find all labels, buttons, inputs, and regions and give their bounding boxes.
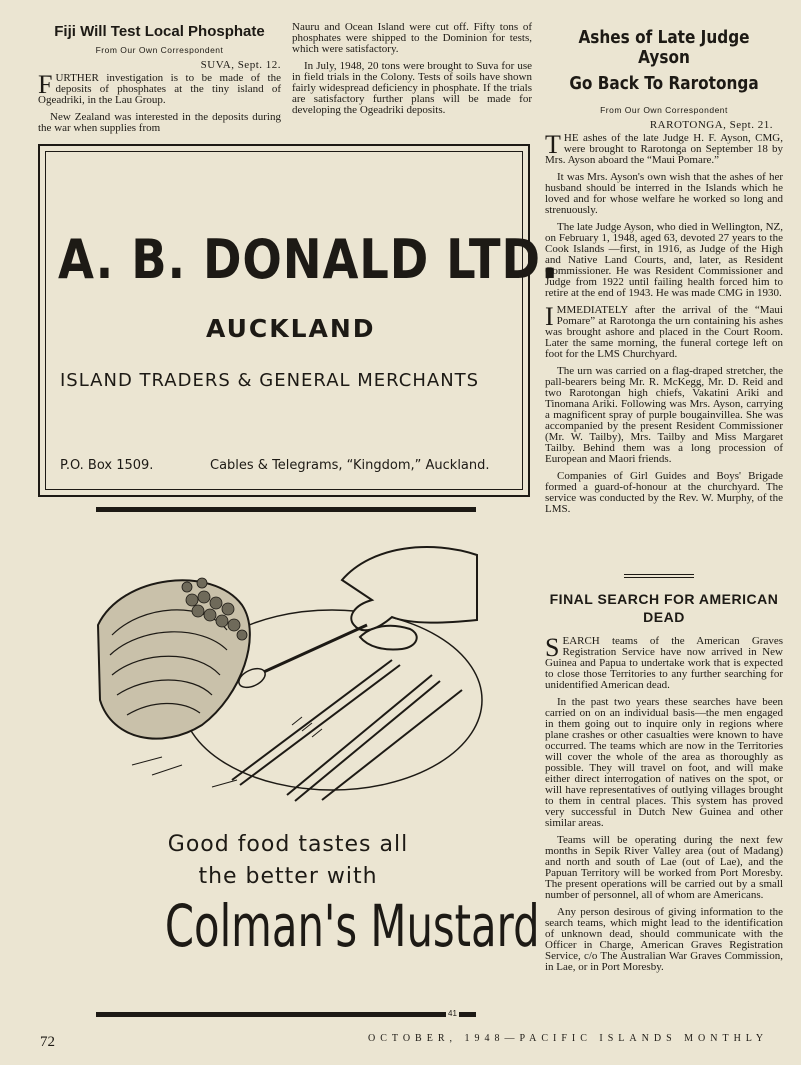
article-paragraph: The urn was carried on a flag-draped stretcher, the pall-bearers being Mr. R. McKegg, Mr. D. Reid and two Rarotongan high chiefs, Vakatini Ariki and Tinomana Ariki. Following was Mrs. Ayson, carrying a magnificent spray of purple bougainvillea. She was accompanied by the present Resident Commissioner (Mr. W. Tailby), Mrs. Tailby and Miss Margaret Tailby. Behind them was a long procession of European and Maori friends.: [545, 365, 783, 466]
article-byline: From Our Own Correspondent: [95, 44, 224, 55]
ad-colman-illustration: [92, 525, 484, 825]
article-ayson: [545, 28, 783, 521]
ad-colman-brand: Colman's Mustard: [164, 892, 540, 960]
drop-cap: T: [545, 130, 561, 160]
drop-cap: S: [545, 632, 560, 662]
ad-cables: Cables & Telegrams, “Kingdom,” Auckland.: [210, 458, 490, 473]
article-title: Fiji Will Test Local Phosphate: [54, 23, 265, 40]
article-dateline: SUVA, Sept. 12.: [200, 58, 281, 71]
article-byline: From Our Own Correspondent: [600, 105, 728, 116]
article-paragraph: IMMEDIATELY after the arrival of the “Maui Pomare” at Rarotonga the urn containing his ashes was brought ashore and placed in the Court Room. Later the same morning, the funeral cortege left on foot for the LMS Churchyard.: [545, 302, 783, 361]
ad-city: AUCKLAND: [206, 314, 376, 343]
article-american-dead: [545, 592, 783, 979]
ad-donald: [38, 144, 560, 497]
article-paragraph: Any person desirous of giving information to the search teams, which might lead to the identification of unknown dead, should communicate with the Officer in Charge, American Graves Registration Service, c/o The Australian War Graves Commission, in Lae, or in Port Moresby.: [545, 905, 783, 973]
article-title: Ashes of Late Judge Ayson Go Back To Rarotonga: [569, 27, 759, 94]
article-paragraph: In the past two years these searches have been carried on on an individual basis—the men engaged in them going out to inquire only in regions where plane crashes or other casualties were known to have occurred. The teams which are now in the Territories will cover the whole of the area as thoroughly as possible. They will travel on foot, and will make either direct interrogation of natives on the spot, or will have representatives of outlying villages brought to them in central places. This system has proved very successful in Dutch New Guinea and other similar areas.: [545, 695, 783, 829]
article-paragraph: The late Judge Ayson, who died in Wellington, NZ, on February 1, 1948, aged 63, devoted 27 years to the Cook Islands —first, in 1916, as Judge of the High and Native Land Courts, and, later, as Resident Commissioner. He was Resident Commissioner and Judge from 1922 until failing health forced him to retire at the end of 1943. He was made CMG in 1930.: [545, 221, 783, 300]
ad-pobox: P.O. Box 1509.: [60, 458, 154, 473]
article-paragraph: FURTHER investigation is to be made of the deposits of phosphates at the tiny island of Ogeadriki, in the Lau Group.: [38, 69, 281, 106]
article-paragraph: Teams will be operating during the next few months in Sepik River Valley area (out of Madang) and north and south of Lae (out of Lae), and the Papuan Territory will be worked from Port Moresby. The present operations will be carried out by a small number of personnel, all of whom are Americans.: [545, 833, 783, 901]
separator-rule: [624, 577, 694, 578]
article-paragraph: SEARCH teams of the American Graves Registration Service have now arrived in New Guinea and Papua to undertake work that is expected to close those Territories to any further searching for unidentified American dead.: [545, 632, 783, 691]
page-number: 72: [40, 1034, 55, 1050]
article-paragraph: THE ashes of the late Judge H. F. Ayson, CMG, were brought to Rarotonga on September 18 by Mrs. Ayson aboard the “Maui Pomare.”: [545, 130, 783, 167]
drop-cap: F: [38, 69, 53, 99]
food-illustration: [92, 525, 484, 825]
article-title: FINAL SEARCH FOR AMERICAN DEAD: [549, 591, 779, 626]
ad-tagline: ISLAND TRADERS & GENERAL MERCHANTS: [60, 370, 480, 391]
article-dateline: RAROTONGA, Sept. 21.: [649, 119, 773, 132]
article-paragraph: New Zealand was interested in the deposits during the war when supplies from: [38, 110, 281, 134]
article-paragraph: Nauru and Ocean Island were cut off. Fifty tons of phosphates were shipped to the Dominion for tests, which were satisfactory.: [292, 21, 532, 55]
ad-colman-line2: the better with: [198, 864, 378, 889]
article-fiji-continued: [292, 22, 532, 122]
ad-colman-brand-wrap: [92, 892, 540, 960]
article-paragraph: In July, 1948, 20 tons were brought to Suva for use in field trials in the Colony. Tests of soils have shown fairly widespread deficiency in phosphate. If the trials are satisfactory further plans will be made for developing the Ogeadriki deposits.: [292, 60, 532, 116]
drop-cap: I: [545, 302, 554, 332]
separator-rule: [96, 1012, 476, 1017]
separator-rule: [96, 507, 476, 512]
article-paragraph: It was Mrs. Ayson's own wish that the ashes of her husband should be interred in the Islands which he loved and for whose welfare he worked so long and strenuously.: [545, 171, 783, 217]
publication-footer: OCTOBER, 1948—PACIFIC ISLANDS MONTHLY: [368, 1033, 769, 1044]
article-paragraph: Companies of Girl Guides and Boys' Brigade formed a guard-of-honour at the churchyard. The service was conducted by the Rev. W. Murphy, of the LMS.: [545, 470, 783, 516]
ad-company-name: A. B. DONALD LTD.: [58, 228, 560, 291]
separator-rule: [624, 574, 694, 575]
article-fiji: [38, 22, 281, 140]
ad-colman-line1: Good food tastes all: [167, 832, 409, 857]
ad-reference-number: 41: [448, 1009, 457, 1018]
